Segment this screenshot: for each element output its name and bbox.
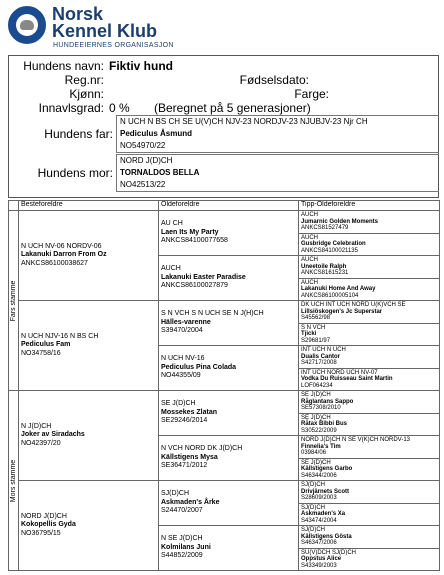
reg-number: S39470/2004 (161, 327, 203, 335)
sex-label: Kjønn: (69, 87, 104, 101)
great-grandparent-cell (159, 481, 299, 526)
header (0, 0, 444, 56)
header-oldeforeldre: Oldeforeldre (159, 201, 299, 211)
reg-number: ANKCS81527479 (301, 225, 349, 231)
reg-number: S42717/2008 (301, 360, 337, 366)
dog-name: Lakanuki Darron From Oz (21, 251, 107, 259)
grandparent-cell (19, 391, 159, 481)
reg-number: S44852/2009 (161, 552, 203, 560)
mother-reg: NO42513/22 (120, 180, 166, 189)
reg-number: NO34758/16 (21, 349, 61, 357)
mother-label: Hundens mor: (37, 166, 113, 180)
dog-name: Pediculus Fam (21, 341, 71, 349)
pedigree-row (9, 391, 440, 414)
titles: SJ(D)CH (301, 482, 325, 488)
regnr-label: Reg.nr: (64, 73, 104, 87)
dog-name: Joker av Siradachs (21, 431, 85, 439)
titles: SU(V)DCH SJ(D)CH (301, 549, 356, 556)
great-great-grandparent-cell (299, 256, 440, 279)
reg-number: ANKCS86100027879 (161, 282, 228, 290)
dog-icon (20, 20, 34, 30)
reg-number: S28609/2003 (301, 495, 337, 501)
reg-number: 03984/06 (301, 450, 327, 456)
mother-name: TORNALDOS BELLA (120, 168, 200, 177)
great-great-grandparent-cell (299, 233, 440, 256)
color-label: Farge: (294, 87, 329, 101)
dog-name: Askmaden's Årke (161, 498, 220, 506)
titles: SE J(D)CH (161, 400, 196, 408)
dog-name: Mossekes Zlatan (161, 408, 218, 416)
reg-number: ANKCS84100077658 (161, 237, 228, 245)
titles: SE J(D)CH (301, 414, 331, 421)
pedigree-row (9, 481, 440, 504)
dog-name: Uneetoile Ralph (301, 263, 347, 270)
reg-number: S30522/2009 (301, 427, 337, 434)
reg-number: SE36471/2012 (161, 462, 208, 470)
brand-line1: Norsk (52, 4, 104, 24)
inbreeding-note: (Beregnet på 5 generasjoner) (154, 101, 311, 115)
titles: N J(D)CH (21, 422, 52, 430)
father-reg: NO54970/22 (120, 141, 166, 150)
great-great-grandparent-cell (299, 548, 440, 571)
header-tipp-oldeforeldre: Tipp-Oldeforeldre (299, 201, 440, 211)
great-grandparent-cell (159, 301, 299, 346)
dog-name: Drivjärnets Scott (301, 488, 350, 495)
reg-number: NO42397/20 (21, 439, 61, 447)
reg-number: NO36795/15 (21, 529, 61, 537)
fars-stamme-cell (9, 211, 19, 391)
titles: SJ(D)CH (301, 504, 325, 511)
titles: N UCH NJV-16 N BS CH (21, 332, 99, 340)
brand-line2: Kennel Klub (52, 21, 158, 41)
inbreeding-label: Innavlsgrad: (38, 101, 104, 115)
titles: NORD J(D)CH N SE V(K)CH NORDV-13 (301, 437, 411, 443)
dog-name: Råtax Bibbi Bus (301, 421, 348, 427)
great-great-grandparent-cell (299, 436, 440, 459)
great-grandparent-cell (159, 346, 299, 391)
nkk-logo (8, 6, 46, 44)
name-label: Hundens navn: (23, 59, 104, 73)
father-box (116, 115, 439, 153)
dog-name: Lillsiöskogen's Jc Superstar (301, 308, 383, 315)
great-great-grandparent-cell (299, 301, 440, 324)
titles: AUCH (301, 257, 319, 263)
reg-number: ANKCS84100021135 (301, 247, 358, 254)
reg-number: S29681/97 (301, 337, 331, 344)
reg-number: LOF064234 (301, 382, 333, 389)
great-great-grandparent-cell (299, 481, 440, 504)
great-grandparent-cell (159, 526, 299, 571)
reg-number: ANKCS86100005104 (301, 292, 359, 299)
titles: SE J(D)CH (301, 392, 331, 398)
pedigree-row (9, 301, 440, 324)
titles: N VCH NORD DK J(D)CH (161, 445, 243, 453)
titles: INT UCH NORD UCH NV-07 (301, 369, 378, 376)
dog-name: Kokopellis Gyda (21, 521, 76, 529)
dog-name: Lakanuki Home And Away (301, 286, 376, 292)
reg-number: S46344/2006 (301, 472, 337, 479)
corner-cell (9, 201, 19, 211)
dog-info-box (8, 55, 439, 198)
titles: SJ(D)CH (301, 527, 325, 533)
dog-name: Råglantans Sappo (301, 398, 354, 405)
great-grandparent-cell (159, 211, 299, 256)
titles: AU CH (161, 220, 183, 228)
great-great-grandparent-cell (299, 458, 440, 481)
pedigree-row (9, 211, 440, 234)
titles: AUCH (301, 234, 319, 241)
dog-name: Finnelia's Tim (301, 443, 341, 450)
dog-name: Hälles-varenne (161, 318, 211, 326)
great-grandparent-cell (159, 256, 299, 301)
pedigree-header-row (9, 201, 440, 211)
dog-name: Fiktiv hund (109, 59, 173, 73)
great-great-grandparent-cell (299, 391, 440, 414)
mother-box (116, 154, 439, 192)
great-great-grandparent-cell (299, 211, 440, 234)
side-label: Mors stamme (9, 459, 17, 502)
dog-name: Tjicki (301, 331, 317, 337)
reg-number: S24470/2007 (161, 507, 203, 515)
reg-number: SE29246/2014 (161, 417, 208, 425)
titles: AUCH (301, 212, 319, 218)
reg-number: S43349/2003 (301, 562, 337, 569)
father-titles: N UCH N BS CH SE U(V)CH NJV-23 NORDJV-23 NJUBJV-23 Njr CH (120, 117, 368, 126)
dog-name: Gusbridge Celebration (301, 241, 366, 247)
great-great-grandparent-cell (299, 526, 440, 549)
great-great-grandparent-cell (299, 278, 440, 301)
titles: SE J(D)CH (301, 459, 331, 466)
great-great-grandparent-cell (299, 503, 440, 526)
dob-label: Fødselsdato: (239, 73, 309, 87)
great-great-grandparent-cell (299, 346, 440, 369)
dog-name: Lakanuki Easter Paradise (161, 273, 246, 281)
dog-name: Jumarnic Golden Moments (301, 218, 379, 225)
reg-number: ANKCS81615231 (301, 270, 349, 276)
side-label: Fars stamme (9, 280, 17, 321)
great-great-grandparent-cell (299, 413, 440, 436)
mother-titles: NORD J(D)CH (120, 156, 173, 165)
reg-number: NO44355/09 (161, 372, 201, 380)
dog-name: Oppstus Alice (301, 556, 342, 562)
dog-name: Kolmilans Juni (161, 543, 211, 551)
titles: N SE J(D)CH (161, 535, 203, 543)
reg-number: S46347/2006 (301, 540, 337, 546)
dog-name: Dualis Cantor (301, 353, 341, 360)
pedigree-table (8, 200, 440, 571)
father-name: Pediculus Åsmund (120, 129, 193, 138)
titles: S N VCH (301, 324, 326, 331)
titles: NORD J(D)CH (21, 512, 67, 520)
great-grandparent-cell (159, 391, 299, 436)
titles: SJ(D)CH (161, 490, 189, 498)
reg-number: SE57308/2010 (301, 405, 341, 411)
grandparent-cell (19, 481, 159, 571)
reg-number: S45562/98 (301, 315, 331, 321)
titles: DK UCH INT UCH NORD U(K)VCH SE (301, 302, 406, 308)
header-besteforeldre: Besteforeldre (19, 201, 159, 211)
great-grandparent-cell (159, 436, 299, 481)
dog-name: Källstigens Garbo (301, 466, 353, 472)
dog-name: Källstigens Mysa (161, 453, 218, 461)
grandparent-cell (19, 211, 159, 301)
father-label: Hundens far: (44, 127, 113, 141)
titles: AUCH (161, 265, 181, 273)
dog-name: Pediculus Pina Colada (161, 363, 237, 371)
titles: N UCH NV-16 (161, 355, 205, 363)
mors-stamme-cell (9, 391, 19, 571)
reg-number: ANKCS86100038627 (21, 259, 88, 267)
dog-name: Askmaden's Xa (301, 511, 346, 517)
titles: AUCH (301, 279, 319, 286)
great-great-grandparent-cell (299, 323, 440, 346)
brand-tagline: HUNDEEIERNES ORGANISASJON (53, 42, 174, 49)
titles: S N VCH S N UCH SE N J(H)CH (161, 310, 264, 318)
titles: N UCH NV-06 NORDV-06 (21, 242, 102, 250)
dog-name: Källstigens Gösta (301, 533, 352, 540)
reg-number: S43474/2004 (301, 517, 337, 524)
great-great-grandparent-cell (299, 368, 440, 391)
titles: INT UCH N UCH (301, 347, 346, 353)
grandparent-cell (19, 301, 159, 391)
dog-name: Laen Its My Party (161, 228, 219, 236)
inbreeding-value: 0 % (109, 101, 130, 115)
dog-name: Vodka Du Ruisseau Saint Martin (301, 376, 393, 382)
